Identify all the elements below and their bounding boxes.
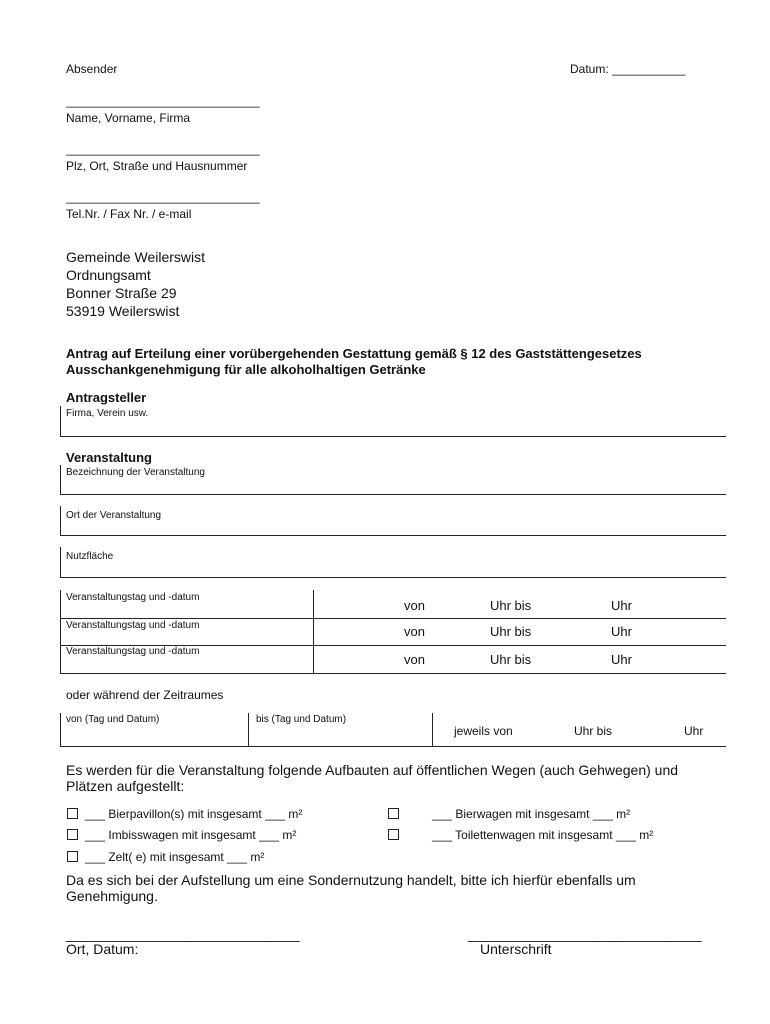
signature-line[interactable]: ______________________________: [468, 926, 702, 942]
event-area-field[interactable]: [60, 577, 726, 578]
event-place-border: [60, 506, 61, 536]
document-title-line-2: Ausschankgenehmigung für alle alkoholhaltigen Getränke: [66, 362, 426, 377]
structures-intro-line-2: Plätzen aufgestellt:: [66, 778, 185, 794]
event-area-label: Nutzfläche: [66, 551, 114, 562]
zelt-checkbox[interactable]: [67, 851, 78, 862]
day-2-uhr-bis: Uhr bis: [490, 624, 532, 639]
event-name-border: [60, 465, 61, 495]
period-uhr-bis: Uhr bis: [574, 724, 613, 738]
period-uhr: Uhr: [684, 724, 704, 738]
contact-line[interactable]: _____________________________: [66, 190, 260, 204]
date-field[interactable]: Datum: ___________: [570, 62, 686, 76]
days-table-divider: [313, 590, 314, 674]
recipient-line-1: Gemeinde Weilerswist: [66, 249, 206, 265]
applicant-heading: Antragsteller: [66, 390, 147, 405]
event-name-label: Bezeichnung der Veranstaltung: [66, 467, 205, 478]
signature-label: Unterschrift: [480, 941, 552, 957]
zelt-label: ___ Zelt( e) mit insgesamt ___ m²: [85, 850, 265, 864]
day-3-label: Veranstaltungstag und -datum: [66, 646, 200, 657]
period-heading: oder während der Zeitraumes: [66, 688, 224, 702]
day-1-uhr-bis: Uhr bis: [490, 598, 532, 613]
day-2-uhr: Uhr: [611, 624, 632, 639]
day-3-uhr-bis: Uhr bis: [490, 652, 532, 667]
day-2-von: von: [404, 624, 425, 639]
day-2-label: Veranstaltungstag und -datum: [66, 620, 200, 631]
imbisswagen-label: ___ Imbisswagen mit insgesamt ___ m²: [85, 828, 297, 842]
recipient-line-2: Ordnungsamt: [66, 267, 151, 283]
name-line[interactable]: _____________________________: [66, 94, 260, 108]
applicant-field-label: Firma, Verein usw.: [66, 408, 149, 419]
days-table-left-border: [60, 590, 61, 674]
document-title-line-1: Antrag auf Erteilung einer vorübergehenden Gestattung gemäß § 12 des Gaststättengesetzes: [66, 346, 642, 361]
days-row-divider-3: [60, 673, 726, 674]
toilettenwagen-label: ___ Toilettenwagen mit insgesamt ___ m²: [432, 828, 654, 842]
day-1-uhr: Uhr: [611, 598, 632, 613]
sender-label: Absender: [66, 62, 118, 76]
applicant-field[interactable]: [60, 436, 726, 437]
structures-intro-line-1: Es werden für die Veranstaltung folgende Aufbauten auf öffentlichen Wegen (auch Gehwegen) und: [66, 762, 679, 778]
address-label: Plz, Ort, Straße und Hausnummer: [66, 159, 248, 173]
place-date-line[interactable]: ______________________________: [66, 926, 300, 942]
period-bottom-line: [60, 746, 726, 747]
recipient-line-4: 53919 Weilerswist: [66, 303, 180, 319]
closing-line-1: Da es sich bei der Aufstellung um eine Sondernutzung handelt, bitte ich hierfür ebenfalls um: [66, 872, 636, 888]
day-1-label: Veranstaltungstag und -datum: [66, 592, 200, 603]
period-divider-1: [248, 713, 249, 746]
place-date-label: Ort, Datum:: [66, 941, 139, 957]
day-1-von: von: [404, 598, 425, 613]
imbisswagen-checkbox[interactable]: [67, 829, 78, 840]
name-label: Name, Vorname, Firma: [66, 111, 191, 125]
closing-line-2: Genehmigung.: [66, 888, 158, 904]
bierwagen-checkbox[interactable]: [388, 808, 399, 819]
bierpavillon-checkbox[interactable]: [67, 808, 78, 819]
event-heading: Veranstaltung: [66, 450, 152, 465]
applicant-field-border: [60, 406, 61, 436]
recipient-line-3: Bonner Straße 29: [66, 285, 177, 301]
days-row-divider-1: [60, 618, 726, 619]
bierpavillon-label: ___ Bierpavillon(s) mit insgesamt ___ m²: [85, 807, 303, 821]
day-3-von: von: [404, 652, 425, 667]
period-each-from: jeweils von: [454, 724, 513, 738]
event-name-field[interactable]: [60, 494, 726, 495]
period-divider-2: [432, 713, 433, 746]
period-left-border: [60, 713, 61, 746]
event-area-border: [60, 547, 61, 577]
event-place-field[interactable]: [60, 535, 726, 536]
contact-label: Tel.Nr. / Fax Nr. / e-mail: [66, 207, 192, 221]
period-from-field[interactable]: von (Tag und Datum): [66, 714, 160, 725]
bierwagen-label: ___ Bierwagen mit insgesamt ___ m²: [432, 807, 631, 821]
event-place-label: Ort der Veranstaltung: [66, 510, 162, 521]
period-to-field[interactable]: bis (Tag und Datum): [256, 714, 347, 725]
address-line[interactable]: _____________________________: [66, 142, 260, 156]
day-3-uhr: Uhr: [611, 652, 632, 667]
toilettenwagen-checkbox[interactable]: [388, 829, 399, 840]
